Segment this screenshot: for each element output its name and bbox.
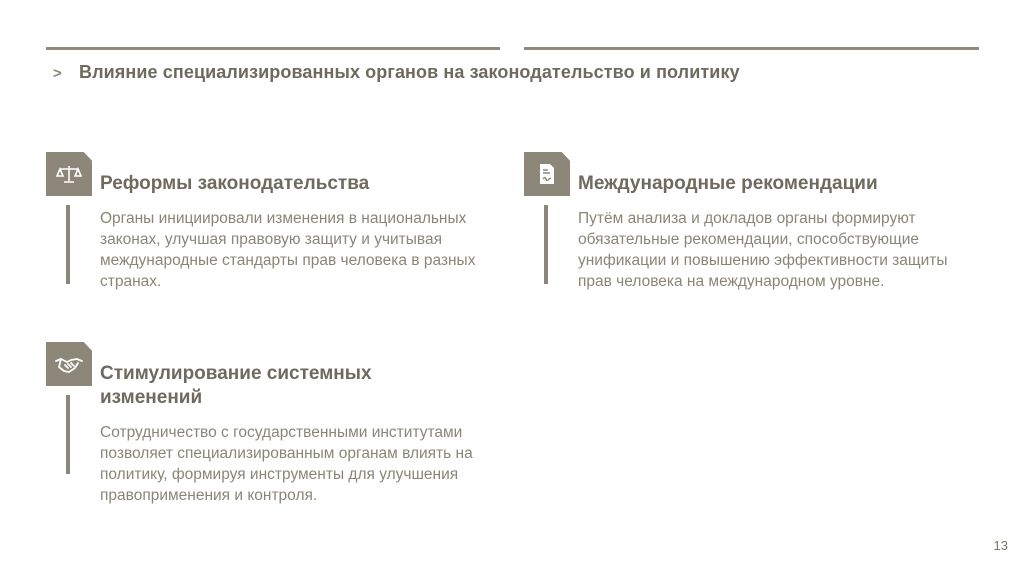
page-number: 13 bbox=[993, 538, 1008, 553]
top-divider-right bbox=[524, 47, 979, 50]
scales-icon bbox=[46, 152, 92, 196]
top-divider-left bbox=[46, 47, 500, 50]
slide-title: Влияние специализированных органов на законодательство и политику bbox=[79, 62, 740, 82]
card-accent-bar bbox=[66, 395, 70, 474]
handshake-icon bbox=[46, 342, 92, 386]
chevron-right-icon: > bbox=[53, 65, 62, 82]
card-heading: Международные рекомендации bbox=[578, 173, 878, 194]
document-signature-icon bbox=[524, 152, 570, 196]
card-body: Путём анализа и докладов органы формируют обязательные рекомендации, способствующие унификации и повышению эффективности защиты прав человека на международном уровне. bbox=[578, 210, 948, 290]
card-heading: Стимулирование системных изменений bbox=[100, 363, 372, 408]
card-heading: Реформы законодательства bbox=[100, 173, 370, 194]
card-accent-bar bbox=[66, 205, 70, 284]
card-body: Сотрудничество с государственными институтами позволяет специализированным органам влиять на политику, формируя инструменты для улучшения правоприменения и контроля. bbox=[100, 424, 473, 504]
slide-header bbox=[53, 62, 740, 83]
card-body: Органы инициировали изменения в национальных законах, улучшая правовую защиту и учитывая международные стандарты прав человека в разных странах. bbox=[100, 210, 476, 290]
card-accent-bar bbox=[544, 205, 548, 284]
